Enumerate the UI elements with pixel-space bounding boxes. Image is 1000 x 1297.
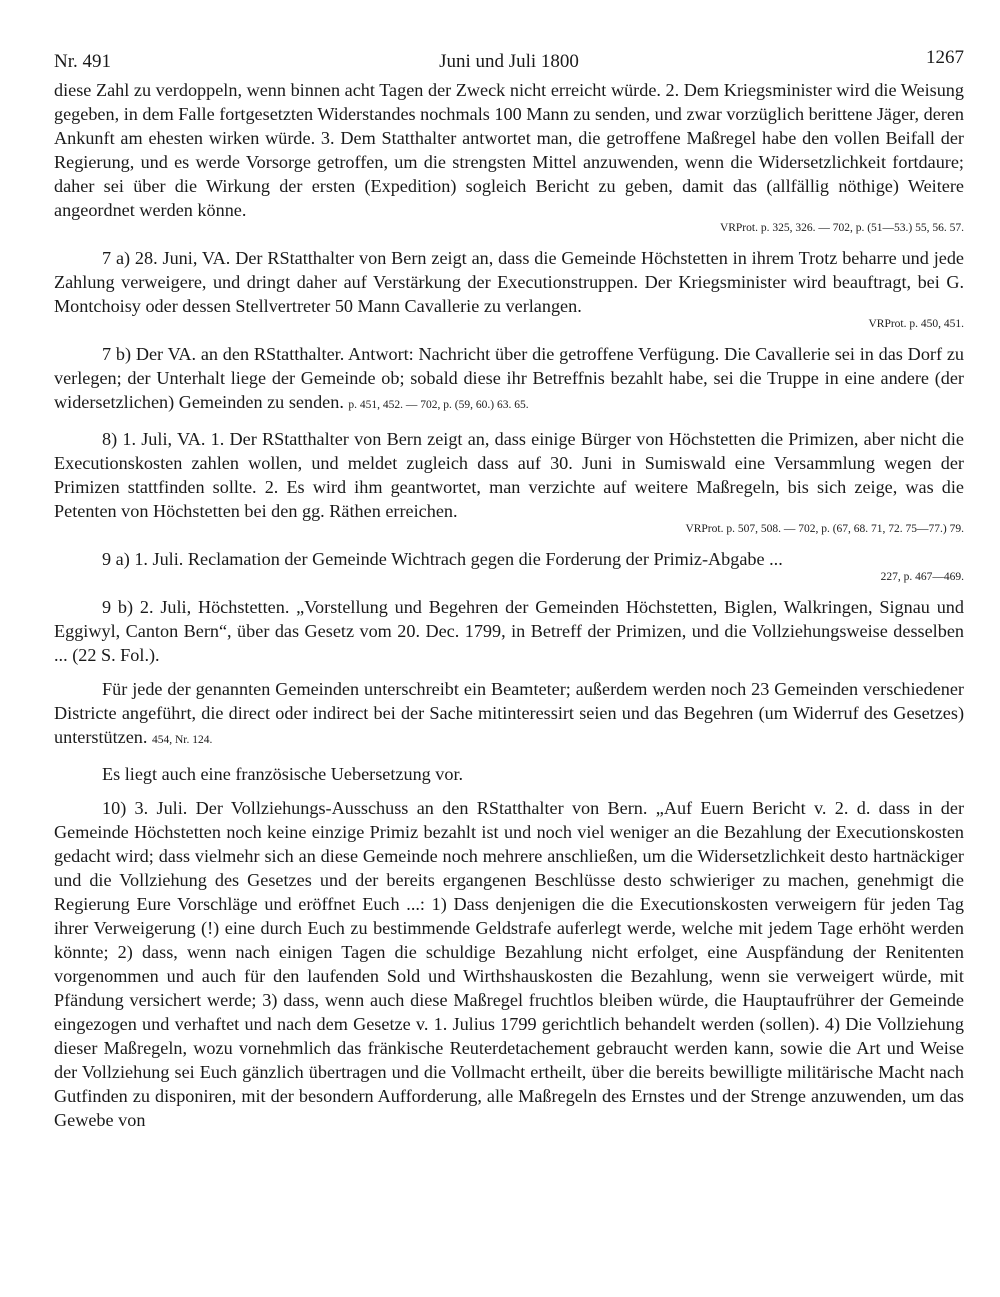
entry-7b-text: 7 b) Der VA. an den RStatthalter. Antwort: Nachricht über die getroffene Verfügung. Die Cavallerie sei in das Dorf zu verlegen; der Unterhalt liege der Gemeinde ob; sobald diese ihr Betreffnis bezahlt habe, sei die Truppe in eine andere (der widersetzlichen) Gemeinden zu senden. xyxy=(54,344,964,412)
entry-9b-note-text: Für jede der genannten Gemeinden unterschreibt ein Beamteter; außerdem werden noch 23 Gemeinden verschiedener Districte angeführt, die direct oder indirect bei der Sache mitinteressirt seien und das Begehren (um Widerruf des Gesetzes) unterstützen. xyxy=(54,679,964,747)
translation-note: Es liegt auch eine französische Uebersetzung vor. xyxy=(102,764,464,784)
entry-7b xyxy=(54,342,964,417)
document-page xyxy=(54,44,964,1132)
entry-9b-note xyxy=(54,677,964,752)
entry-7a: 7 a) 28. Juni, VA. Der RStatthalter von Bern zeigt an, dass die Gemeinde Höchstetten in ihrem Trotz beharre und jede Zahlung verweigere, und dringt daher auf Verstärkung der Executionstruppen. Der Kriegsminister wird beauftragt, bei G. Montchoisy oder dessen Stellvertreter 50 Mann Cavallerie zu verlangen. xyxy=(54,248,964,316)
source-reference: 227, p. 467—469. xyxy=(880,571,964,583)
source-reference: VRProt. p. 325, 326. — 702, p. (51—53.) 55, 56. 57. xyxy=(719,222,964,234)
running-header xyxy=(54,44,964,78)
page-date-heading: Juni und Juli 1800 xyxy=(439,51,579,72)
entry-10: 10) 3. Juli. Der Vollziehungs-Ausschuss an den RStatthalter von Bern. „Auf Euern Bericht v. 2. d. dass in der Gemeinde Höchstetten noch keine einzige Primiz bezahlt ist und noch viel weniger an die Bezahlung der Executionskosten gedacht wird; dass vielmehr sich an diese Gemeinde noch mehrere anschließen, um die Widersetzlichkeit desto hartnäckiger und die Vollziehung des Gesetzes und der bereits ergangenen Beschlüsse desto schwieriger zu machen, genehmigt die Regierung Eure Vorschläge und eröffnet Euch ...: 1) Dass denjenigen die die Executionskosten verweigern für jeden Tag ihrer Verweigerung (!) eine durch Euch zu bestimmende Geldstrafe auferlegt werde, welche mit jedem Tage erhöht werden könnte; 2) dass, wenn nach einigen Tagen die schuldige Bezahlung nicht erfolget, eine Auspfändung der Renitenten vorgenommen und auch für den laufenden Sold und Wirthshauskosten die Bezahlung, wenn sie verweigert würde, mit Pfändung versichert werde; 3) dass, wenn auch diese Maßregel fruchtlos bleiben würde, die Hauptaufrührer der Gemeinde eingezogen und verhaftet und nach dem Gesetze v. 1. Julius 1799 gerichtlich behandelt werden (sollen). 4) Die Vollziehung dieser Maßregeln, wozu vornehmlich das fränkische Reuterdetachement gebraucht werden kann, sowie die Art und Weise der Vollziehung sei Euch gänzlich übertragen und die Vollmacht ertheilt, über die bereits bewilligte militärische Macht nach Gutfinden zu disponiren, mit der besondern Aufforderung, alle Maßregeln des Ernstes und der Strenge anzuwenden, um das Gewebe von xyxy=(54,798,964,1130)
entry-8: 8) 1. Juli, VA. 1. Der RStatthalter von Bern zeigt an, dass einige Bürger von Höchstetten die Primizen, aber nicht die Executionskosten zahlen wollen, und meldet zugleich dass auf 30. Juni in Sumiswald eine Versammlung wegen der Primizen stattfinden sollte. 2. Es wird ihm geantwortet, man verzichte auf weitere Maßregeln, bis sich zeige, was die Petenten von Höchstetten bei den gg. Räthen erreichen. xyxy=(54,429,964,521)
entry-9a: 9 a) 1. Juli. Reclamation der Gemeinde Wichtrach gegen die Forderung der Primiz-Abgabe ... xyxy=(102,549,783,569)
page-number: 1267 xyxy=(926,47,964,68)
source-reference: VRProt. p. 507, 508. — 702, p. (67, 68. 71, 72. 75—77.) 79. xyxy=(685,523,964,535)
source-reference: VRProt. p. 450, 451. xyxy=(868,318,964,330)
entry-9b: 9 b) 2. Juli, Höchstetten. „Vorstellung und Begehren der Gemeinden Höchstetten, Biglen, Walkringen, Signau und Eggiwyl, Canton Bern“, über das Gesetz vom 20. Dec. 1799, in Betreff der Primizen, und die Vollziehungsweise desselben ... (22 S. Fol.). xyxy=(54,597,964,665)
source-reference: p. 451, 452. — 702, p. (59, 60.) 63. 65. xyxy=(348,399,529,411)
source-reference: 454, Nr. 124. xyxy=(151,734,213,746)
document-number: Nr. 491 xyxy=(54,51,111,72)
paragraph-continuation: diese Zahl zu verdoppeln, wenn binnen acht Tagen der Zweck nicht erreicht würde. 2. Dem Kriegsminister wird die Weisung gegeben, in dem Falle fortgesetzten Widerstandes nochmals 100 Mann zu senden, und zwar vorzüglich berittene Jäger, deren Ankunft am ehesten wirken würde. 3. Dem Statthalter antwortet man, die getroffene Maßregel habe den vollen Beifall der Regierung, und es werde Vorsorge getroffen, um die strengsten Mittel anzuwenden, wenn die Widersetzlichkeit fortdaure; daher sei über die Wirkung der ersten (Expedition) sogleich Bericht zu geben, damit das (allfällig nöthige) Weitere angeordnet werden könne. xyxy=(54,80,964,220)
